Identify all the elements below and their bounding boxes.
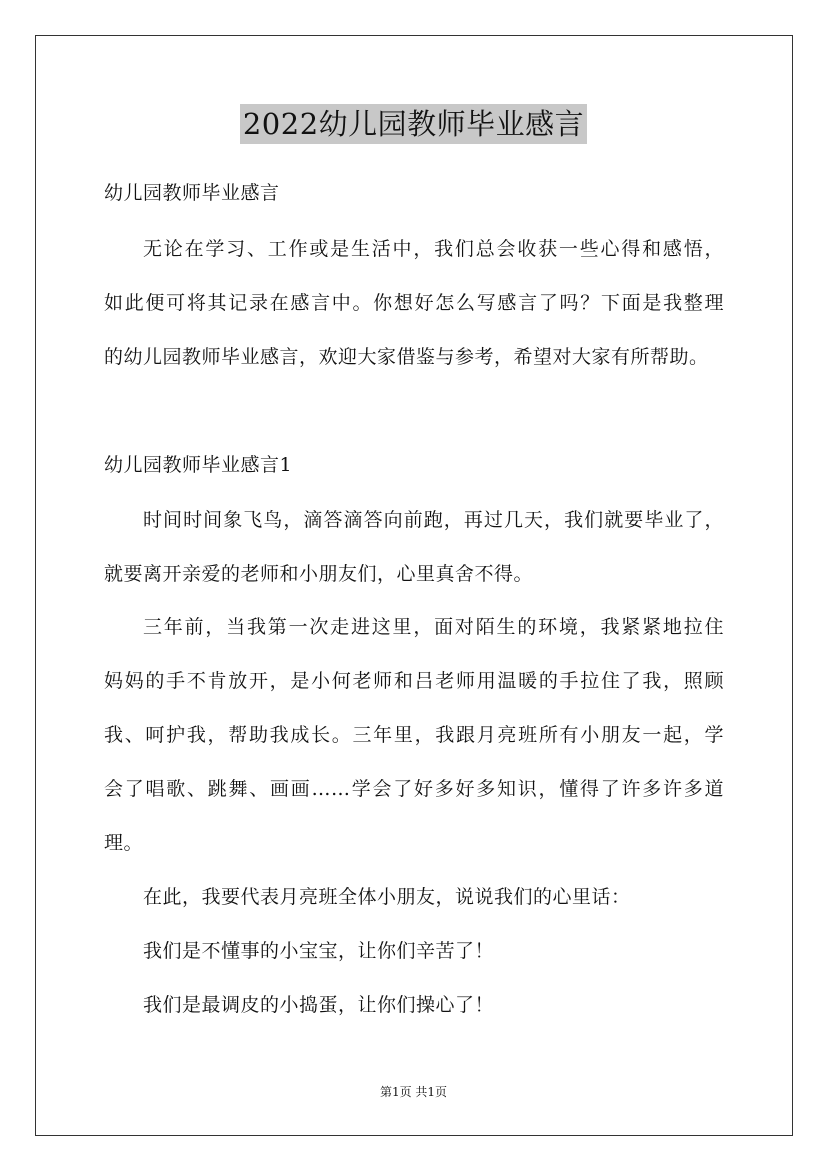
- paragraph-line: 我们是最调皮的小捣蛋，让你们操心了！: [143, 994, 495, 1016]
- paragraph-line: 在此，我要代表月亮班全体小朋友，说说我们的心里话：: [143, 886, 631, 908]
- document-title: 2022幼儿园教师毕业感言: [240, 104, 587, 144]
- paragraph-line: 时间时间象飞鸟，滴答滴答向前跑，再过几天，我们就要毕业了，: [143, 509, 724, 531]
- paragraph-line: 如此便可将其记录在感言中。你想好怎么写感言了吗？下面是我整理: [104, 292, 724, 314]
- title-container: [0, 104, 827, 144]
- paragraph-line: 就要离开亲爱的老师和小朋友们，心里真舍不得。: [104, 563, 534, 585]
- paragraph-line: 妈妈的手不肯放开，是小何老师和吕老师用温暖的手拉住了我，照顾: [104, 670, 724, 692]
- paragraph-line: 我、呵护我，帮助我成长。三年里，我跟月亮班所有小朋友一起，学: [104, 724, 724, 746]
- paragraph-line: 无论在学习、工作或是生活中，我们总会收获一些心得和感悟，: [143, 238, 724, 260]
- section-heading: 幼儿园教师毕业感言: [104, 182, 280, 204]
- paragraph-line: 三年前，当我第一次走进这里，面对陌生的环境，我紧紧地拉住: [143, 616, 724, 638]
- page-footer: 第1页 共1页: [379, 1085, 448, 1099]
- paragraph-line: 我们是不懂事的小宝宝，让你们辛苦了！: [143, 940, 495, 962]
- paragraph-line: 理。: [104, 832, 144, 854]
- paragraph-line: 的幼儿园教师毕业感言，欢迎大家借鉴与参考，希望对大家有所帮助。: [104, 346, 709, 368]
- section-heading: 幼儿园教师毕业感言1: [104, 454, 293, 476]
- paragraph-line: 会了唱歌、跳舞、画画……学会了好多好多知识，懂得了许多许多道: [104, 778, 724, 800]
